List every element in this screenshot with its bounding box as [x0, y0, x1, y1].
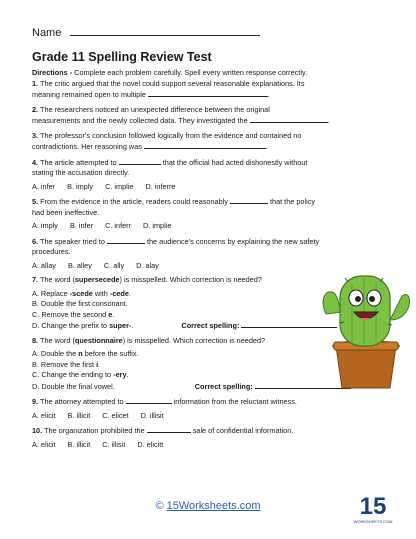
question-5	[32, 196, 388, 232]
question-number: 10.	[32, 426, 43, 435]
question-number: 1.	[32, 78, 39, 88]
question-text: The word (	[40, 275, 75, 284]
question-text: that the policy	[269, 197, 316, 206]
answer-blank[interactable]	[148, 89, 268, 97]
question-text: ) is misspelled. Which correction is needed?	[119, 275, 262, 284]
option-b[interactable]: B. Double the first consonant.	[32, 299, 128, 308]
answer-options	[32, 182, 388, 193]
answer-blank[interactable]	[250, 115, 328, 123]
page-title: Grade 11 Spelling Review Test	[32, 50, 212, 64]
worksheet-content	[32, 68, 388, 454]
directions-text: Complete each problem carefully. Spell every written response correctly.	[74, 68, 308, 77]
option-c[interactable]: C. implie	[105, 181, 134, 191]
directions-label: Directions -	[32, 68, 73, 77]
option-a[interactable]: A. elicit	[32, 410, 56, 420]
question-text: contradictions. Her reasoning was	[32, 142, 142, 151]
question-text: sale of confidential information.	[192, 426, 294, 435]
option-d[interactable]: D. alay	[136, 260, 159, 270]
option-b[interactable]: B. alley	[67, 260, 92, 270]
question-number: 6.	[32, 236, 39, 246]
question-number: 4.	[32, 157, 39, 167]
misspelled-word: questionnaire	[74, 335, 123, 345]
answer-blank[interactable]	[107, 236, 145, 244]
option-a[interactable]: A. allay	[32, 260, 56, 270]
question-text: The attorney attempted to	[40, 397, 124, 406]
question-number: 3.	[32, 130, 39, 140]
question-text: From the evidence in the article, readers could reasonably	[40, 197, 228, 206]
question-text: The professor's conclusion followed logically from the evidence and contained no	[40, 130, 302, 140]
option-c[interactable]: C. illisit	[102, 439, 126, 449]
answer-blank[interactable]	[119, 157, 161, 165]
logo-text: WORKSHEETS.COM	[353, 519, 393, 524]
option-b[interactable]: B. illicit	[67, 410, 91, 420]
option-a[interactable]: A. Double the n before the suffix.	[32, 349, 139, 358]
question-text: The critic argued that the novel could support several reasonable explanations. Its	[40, 78, 305, 88]
site-link[interactable]: 15Worksheets.com	[166, 500, 261, 512]
directions	[32, 68, 388, 79]
question-10	[32, 425, 388, 450]
answer-options	[32, 440, 388, 451]
option-d[interactable]: D. implie	[143, 221, 172, 230]
option-c[interactable]: C. Change the ending to -ery.	[32, 370, 129, 379]
question-text: ) is misspelled. Which correction is needed?	[122, 335, 266, 345]
correct-spelling-label: Correct spelling:	[181, 321, 240, 330]
option-b[interactable]: B. infer	[69, 221, 94, 230]
answer-options	[32, 221, 388, 232]
option-a[interactable]: A. infer	[32, 181, 56, 191]
question-text: The speaker tried to	[40, 236, 105, 246]
copyright-icon: ©	[155, 500, 164, 512]
option-c[interactable]: C. ally	[103, 260, 125, 270]
cactus-illustration	[318, 262, 414, 392]
answer-blank[interactable]	[144, 141, 266, 149]
question-text: The article attempted to	[40, 157, 117, 167]
option-d[interactable]: D. Change the prefix to super-. Correct spelling:	[32, 320, 388, 332]
question-9	[32, 396, 388, 421]
option-d[interactable]: D. illisit	[140, 410, 164, 420]
correct-spelling-label: Correct spelling:	[194, 381, 253, 391]
question-4	[32, 157, 388, 193]
option-a[interactable]: A. Replace -scede with -cede.	[32, 288, 131, 298]
option-b[interactable]: B. Remove the first i.	[32, 359, 101, 369]
question-number: 7.	[32, 275, 39, 284]
question-text: meaning remained open to multiple	[32, 90, 146, 99]
name-input-line[interactable]	[70, 26, 260, 36]
question-text: The organization prohibited the	[44, 426, 145, 435]
question-number: 9.	[32, 397, 39, 406]
logo-number: 15	[359, 493, 387, 520]
question-number: 5.	[32, 197, 39, 206]
answer-blank[interactable]	[230, 196, 268, 204]
15worksheets-logo	[353, 490, 393, 526]
question-number: 2.	[32, 104, 39, 114]
footer	[0, 500, 416, 512]
question-number: 8.	[32, 335, 39, 345]
option-d[interactable]: D. elicitt	[137, 439, 164, 449]
option-d[interactable]: D. Double the final vowel. Correct spelling:	[32, 381, 388, 393]
misspelled-word: supersecede	[74, 275, 120, 284]
question-text: The word (	[40, 335, 75, 345]
question-text: information from the reluctant witness.	[173, 397, 297, 406]
question-text: that the official had acted dishonestly without	[162, 157, 308, 167]
question-2: 2. The researchers noticed an unexpected difference between the original measurements and the newly collected data. They investigated the .	[32, 104, 330, 125]
option-d[interactable]: D. inferre	[145, 181, 176, 191]
answer-blank[interactable]	[147, 425, 191, 433]
option-c[interactable]: C. Remove the second e.	[32, 309, 115, 319]
option-b[interactable]: B. imply	[67, 181, 94, 191]
question-text: measurements and the newly collected data. They investigated the	[32, 116, 248, 125]
option-a[interactable]: A. elicit	[32, 439, 56, 449]
question-text: stating the accusation directly.	[32, 168, 130, 177]
name-row	[32, 26, 260, 39]
question-text: The researchers noticed an unexpected difference between the original	[40, 104, 270, 114]
option-a[interactable]: A. imply	[32, 221, 58, 230]
option-c[interactable]: C. inferr	[105, 221, 132, 230]
question-1: 1. The critic argued that the novel could support several reasonable explanations. Its meaning remained open to multiple .	[32, 78, 305, 99]
answer-options	[32, 411, 388, 422]
option-c[interactable]: C. elicet	[102, 410, 129, 420]
question-3: 3. The professor's conclusion followed logically from the evidence and contained no contradictions. Her reasoning was .	[32, 130, 302, 151]
question-text: the audience's concerns by explaining the new safety	[146, 236, 320, 246]
question-text: procedures.	[32, 247, 71, 256]
name-label: Name	[32, 27, 62, 39]
answer-blank[interactable]	[126, 396, 172, 404]
question-text: had been ineffective.	[32, 207, 100, 217]
option-b[interactable]: B. illicit	[67, 439, 91, 449]
